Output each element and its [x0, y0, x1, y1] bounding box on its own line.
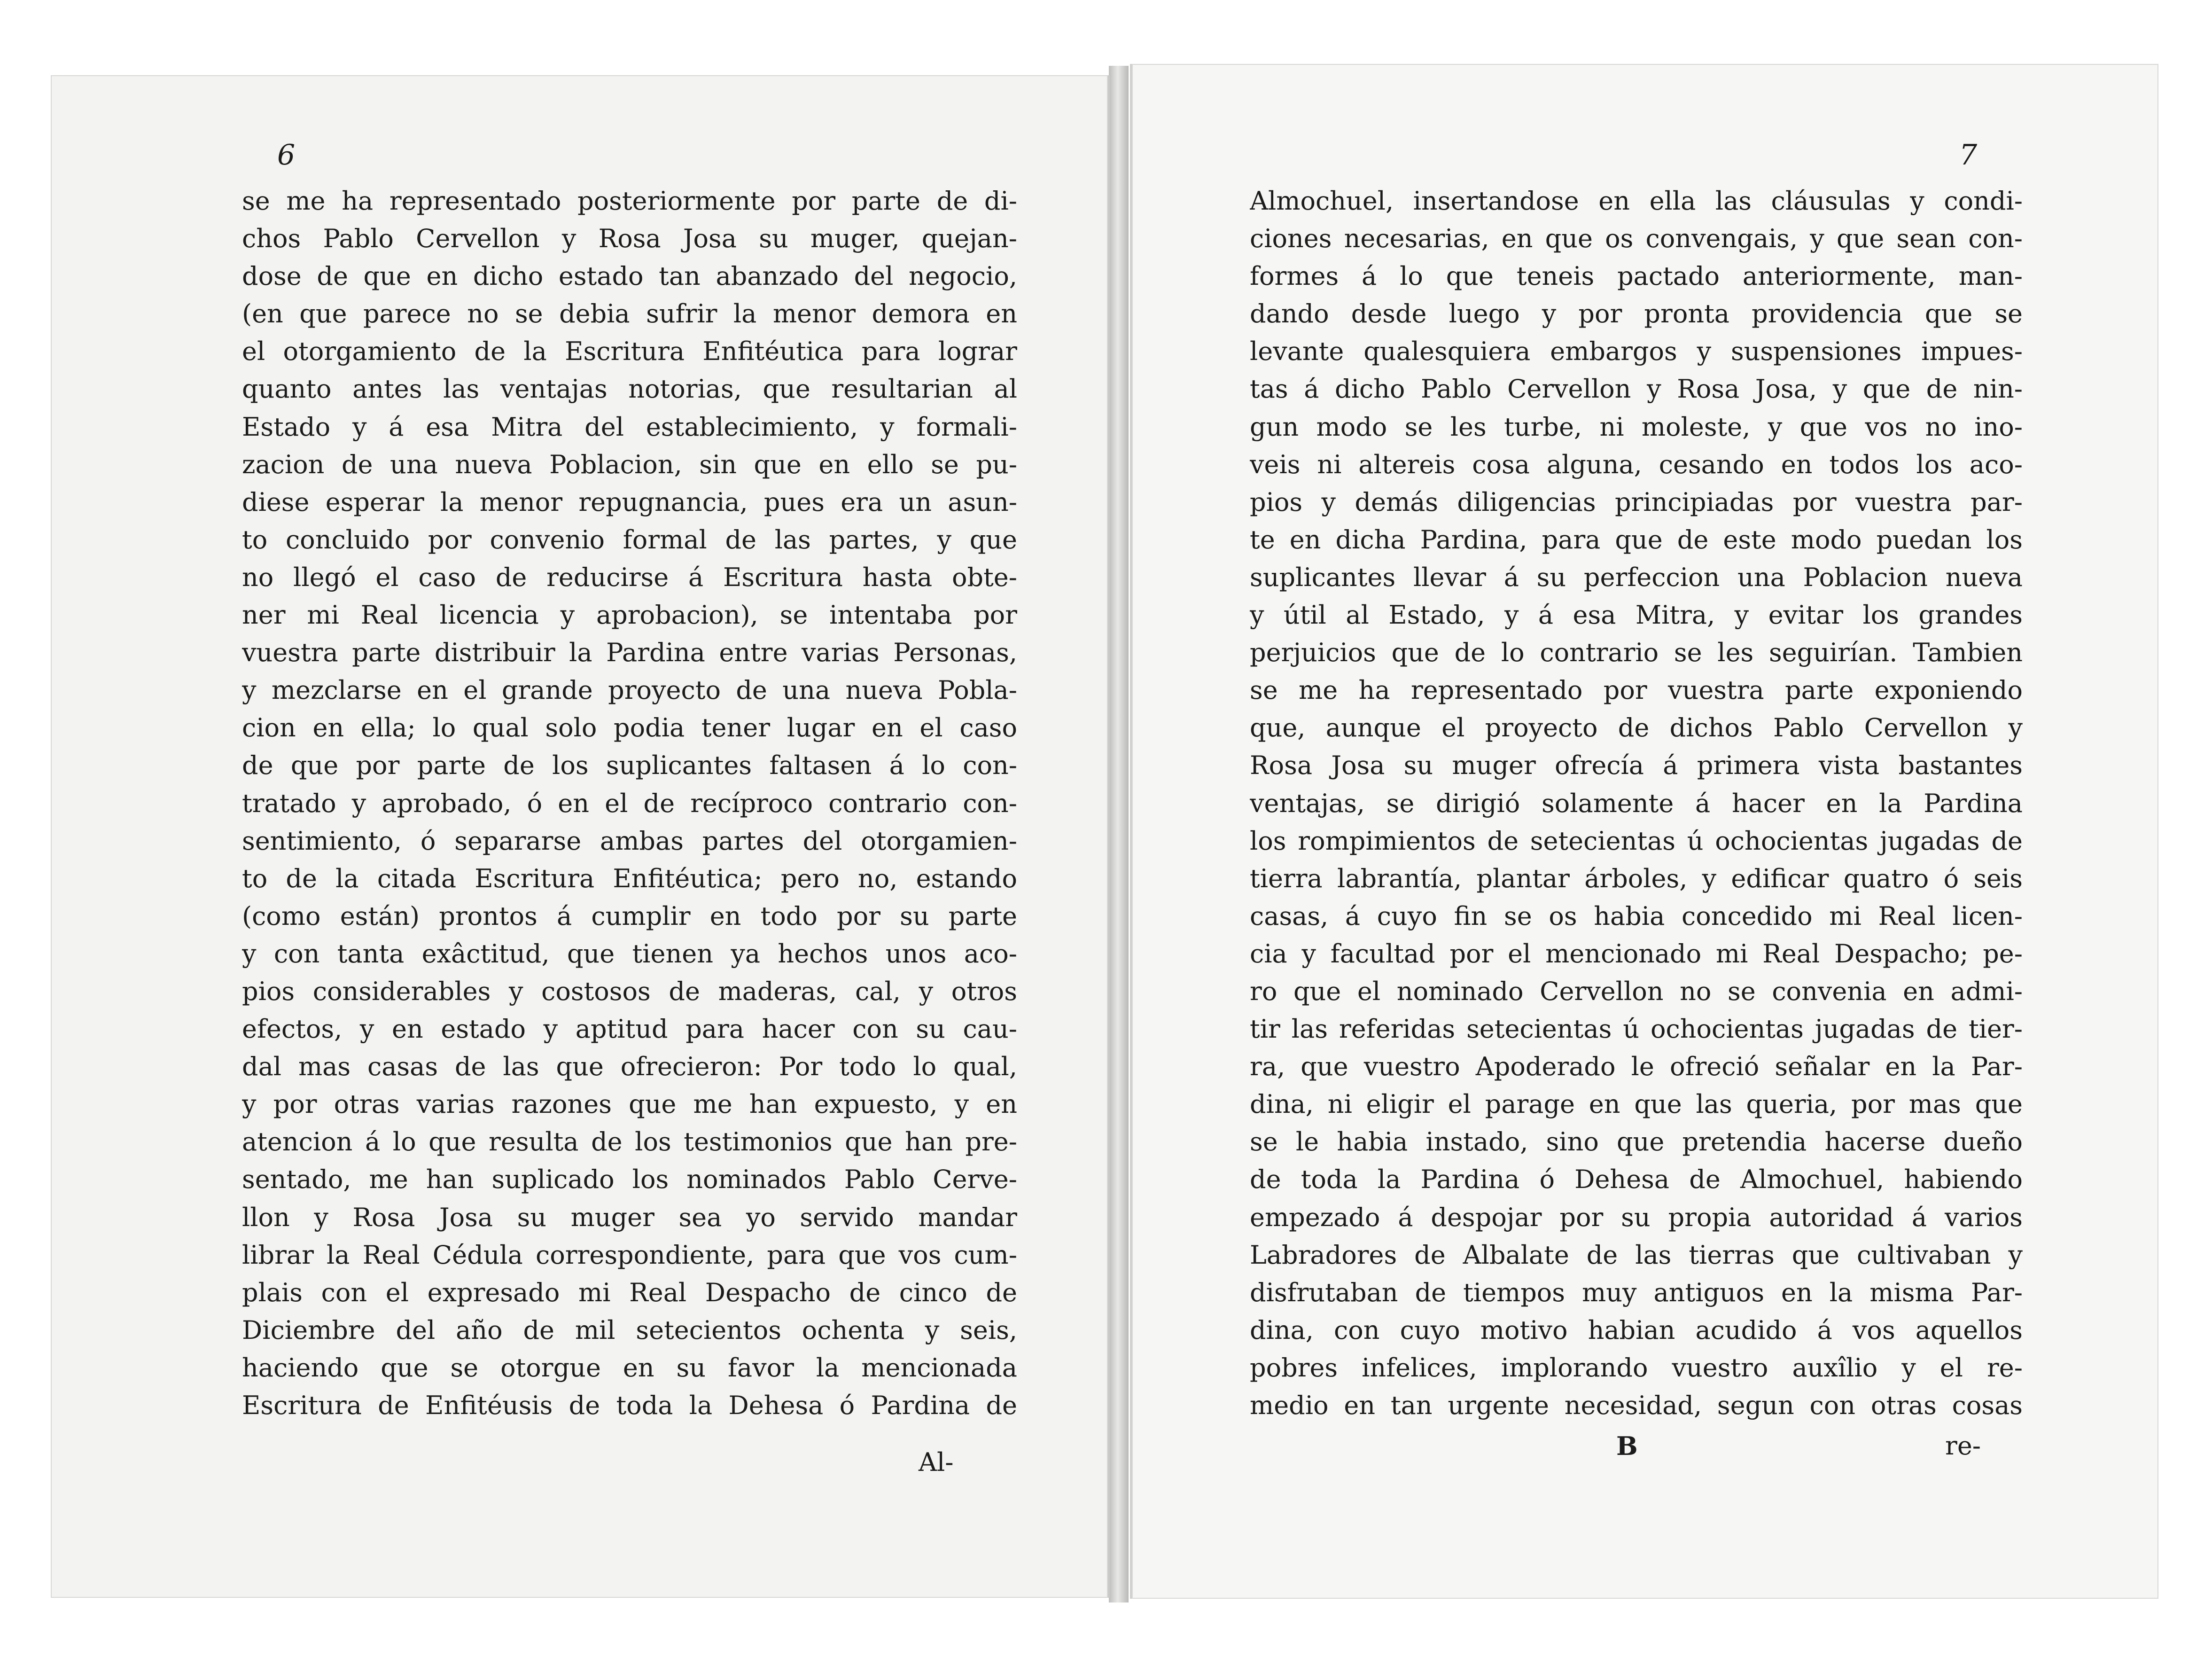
text-line: y con tanta exâctitud, que tienen ya hechos unos aco-	[242, 938, 1017, 969]
text-line: gun modo se les turbe, ni moleste, y que vos no ino-	[1250, 412, 2023, 442]
text-line: diese esperar la menor repugnancia, pues era un asun-	[242, 487, 1017, 517]
text-line: Labradores de Albalate de las tierras que cultivaban y	[1250, 1240, 2023, 1270]
text-line: dina, ni eligir el parage en que las queria, por mas que	[1250, 1089, 2023, 1119]
text-line: pios y demás diligencias principiadas por vuestra par-	[1250, 487, 2023, 517]
text-line: dose de que en dicho estado tan abanzado del negocio,	[242, 261, 1017, 291]
book-gutter	[1109, 66, 1129, 1602]
text-line: se le habia instado, sino que pretendia hacerse dueño	[1250, 1127, 2023, 1157]
text-line: disfrutaban de tiempos muy antiguos en la misma Par-	[1250, 1277, 2023, 1307]
text-line: ventajas, se dirigió solamente á hacer en la Pardina	[1250, 788, 2023, 818]
right-page-number: 7	[1959, 139, 1978, 172]
text-line: y por otras varias razones que me han expuesto, y en	[242, 1089, 1017, 1119]
text-line: perjuicios que de lo contrario se les seguirían. Tambien	[1250, 638, 2023, 668]
text-line: pobres infelices, implorando vuestro auxîlio y el re-	[1250, 1352, 2023, 1383]
text-line: formes á lo que teneis pactado anteriormente, man-	[1250, 261, 2023, 291]
text-line: haciendo que se otorgue en su favor la mencionada	[242, 1352, 1017, 1383]
text-line: no llegó el caso de reducirse á Escritura hasta obte-	[242, 562, 1017, 592]
text-line: los rompimientos de setecientas ú ochocientas jugadas de	[1250, 826, 2023, 856]
text-line: Escritura de Enfitéusis de toda la Dehesa ó Pardina de	[242, 1391, 1017, 1420]
left-page-number: 6	[277, 139, 296, 172]
text-line: Estado y á esa Mitra del establecimiento, y formali-	[242, 412, 1017, 442]
text-line: quanto antes las ventajas notorias, que resultarian al	[242, 374, 1017, 404]
text-line: de que por parte de los suplicantes faltasen á lo con-	[242, 750, 1017, 781]
right-page-text	[1250, 182, 2023, 1424]
text-line: ciones necesarias, en que os convengais, y que sean con-	[1250, 224, 2023, 254]
text-line: medio en tan urgente necesidad, segun con otras cosas	[1250, 1391, 2023, 1420]
text-line: ner mi Real licencia y aprobacion), se intentaba por	[242, 600, 1017, 630]
text-line: tas á dicho Pablo Cervellon y Rosa Josa, y que de nin-	[1250, 374, 2023, 404]
text-line: zacion de una nueva Poblacion, sin que en ello se pu-	[242, 449, 1017, 479]
text-line: (en que parece no se debia sufrir la menor demora en	[242, 299, 1017, 329]
text-line: casas, á cuyo fin se os habia concedido mi Real licen-	[1250, 901, 2023, 931]
text-line: veis ni altereis cosa alguna, cesando en todos los aco-	[1250, 449, 2023, 479]
text-line: levante qualesquiera embargos y suspensiones impues-	[1250, 336, 2023, 367]
text-line: ro que el nominado Cervellon no se convenia en admi-	[1250, 976, 2023, 1006]
text-line: Rosa Josa su muger ofrecía á primera vista bastantes	[1250, 750, 2023, 781]
text-line: suplicantes llevar á su perfeccion una Poblacion nueva	[1250, 562, 2023, 592]
text-line: empezado á despojar por su propia autoridad á varios	[1250, 1202, 2023, 1232]
signature-mark: B	[1616, 1431, 1638, 1461]
text-line: se me ha representado por vuestra parte exponiendo	[1250, 675, 2023, 705]
text-line: tierra labrantía, plantar árboles, y edificar quatro ó seis	[1250, 863, 2023, 893]
text-line: cion en ella; lo qual solo podia tener lugar en el caso	[242, 713, 1017, 743]
text-line: pios considerables y costosos de maderas, cal, y otros	[242, 976, 1017, 1006]
text-line: dina, con cuyo motivo habian acudido á vos aquellos	[1250, 1315, 2023, 1345]
text-line: tir las referidas setecientas ú ochocientas jugadas de tier-	[1250, 1014, 2023, 1044]
text-line: sentimiento, ó separarse ambas partes del otorgamien-	[242, 826, 1017, 856]
text-line: de toda la Pardina ó Dehesa de Almochuel, habiendo	[1250, 1165, 2023, 1195]
text-line: to de la citada Escritura Enfitéutica; pero no, estando	[242, 863, 1017, 893]
right-catchword: re-	[1945, 1431, 1981, 1461]
text-line: (como están) prontos á cumplir en todo por su parte	[242, 901, 1017, 931]
text-line: atencion á lo que resulta de los testimonios que han pre-	[242, 1127, 1017, 1157]
text-line: efectos, y en estado y aptitud para hacer con su cau-	[242, 1014, 1017, 1044]
text-line: y mezclarse en el grande proyecto de una nueva Pobla-	[242, 675, 1017, 705]
text-line: Diciembre del año de mil setecientos ochenta y seis,	[242, 1315, 1017, 1345]
text-line: Almochuel, insertandose en ella las cláusulas y condi-	[1250, 186, 2023, 216]
text-line: tratado y aprobado, ó en el de recíproco contrario con-	[242, 788, 1017, 818]
text-line: plais con el expresado mi Real Despacho de cinco de	[242, 1277, 1017, 1307]
left-catchword: Al-	[919, 1447, 954, 1477]
text-line: chos Pablo Cervellon y Rosa Josa su muger, quejan-	[242, 224, 1017, 254]
text-line: el otorgamiento de la Escritura Enfitéutica para lograr	[242, 336, 1017, 367]
text-line: y útil al Estado, y á esa Mitra, y evitar los grandes	[1250, 600, 2023, 630]
text-line: se me ha representado posteriormente por parte de di-	[242, 186, 1017, 216]
text-line: sentado, me han suplicado los nominados Pablo Cerve-	[242, 1165, 1017, 1195]
text-line: to concluido por convenio formal de las partes, y que	[242, 524, 1017, 555]
text-line: dando desde luego y por pronta providencia que se	[1250, 299, 2023, 329]
text-line: dal mas casas de las que ofrecieron: Por todo lo qual,	[242, 1052, 1017, 1082]
text-line: ra, que vuestro Apoderado le ofreció señalar en la Par-	[1250, 1052, 2023, 1082]
text-line: te en dicha Pardina, para que de este modo puedan los	[1250, 524, 2023, 555]
text-line: cia y facultad por el mencionado mi Real Despacho; pe-	[1250, 938, 2023, 969]
text-line: librar la Real Cédula correspondiente, para que vos cum-	[242, 1240, 1017, 1270]
text-line: llon y Rosa Josa su muger sea yo servido mandar	[242, 1202, 1017, 1232]
text-line: vuestra parte distribuir la Pardina entre varias Personas,	[242, 638, 1017, 668]
left-page-text	[242, 182, 1017, 1424]
text-line: que, aunque el proyecto de dichos Pablo Cervellon y	[1250, 713, 2023, 743]
